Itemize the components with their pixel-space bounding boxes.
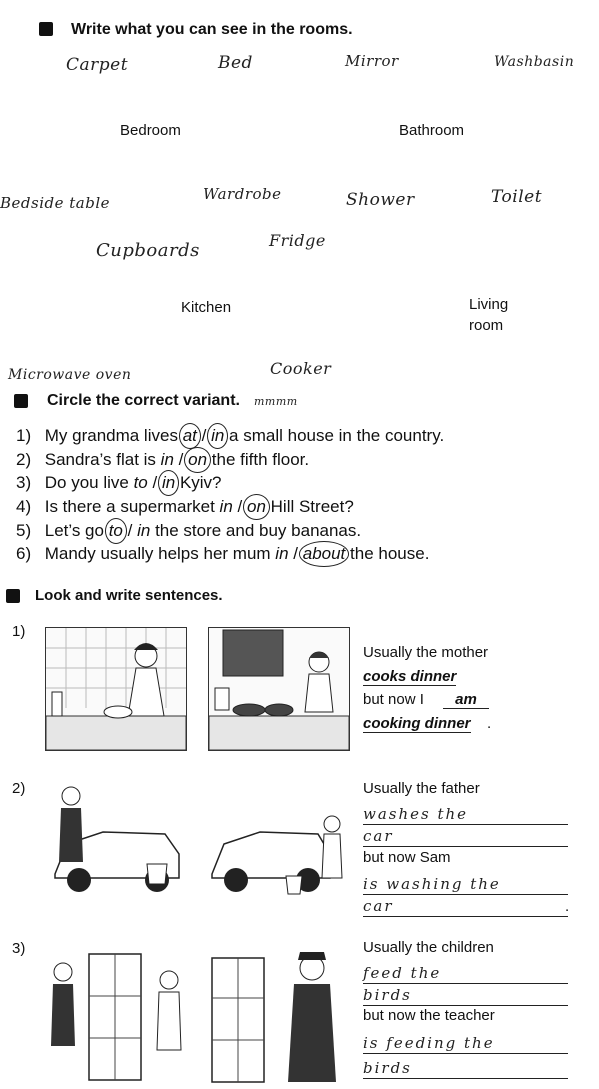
option[interactable]: in [137, 521, 151, 540]
option-separator: / [201, 426, 207, 445]
sentence-number: 3) [16, 473, 32, 492]
answer-text: am [443, 691, 489, 709]
prompt-line: Usually the children [363, 939, 494, 956]
sentence-text: the house. [350, 544, 430, 563]
sentence-text: a small house in the country. [229, 426, 445, 445]
sentence-number: 1) [16, 426, 32, 445]
option-circled[interactable]: on [246, 497, 266, 516]
father-washing-car-illustration [45, 782, 185, 902]
answer-cooker: Cooker [270, 359, 332, 378]
room-kitchen: Kitchen [181, 299, 232, 316]
option-separator: / [293, 544, 298, 563]
sentence-text: the store and buy bananas. [155, 521, 362, 540]
teacher-feeding-birds-illustration [208, 946, 356, 1086]
answer-text: cooks dinner [363, 668, 457, 685]
option[interactable]: to [133, 473, 148, 492]
section-bullet [39, 22, 53, 36]
room-bedroom: Bedroom [120, 122, 181, 139]
option[interactable]: in [160, 450, 174, 469]
girl-cooking-illustration [208, 627, 350, 751]
sentence-6 [16, 544, 429, 564]
prompt-line: Usually the father [363, 780, 480, 797]
option-circled[interactable]: on [188, 450, 208, 469]
answer-fridge: Fridge [269, 231, 326, 250]
section-bullet [14, 394, 28, 408]
children-feeding-birds-illustration [45, 946, 190, 1086]
answer-bed: Bed [218, 53, 253, 73]
sentence-text: the fifth floor. [211, 450, 310, 469]
section1-title: Write what you can see in the rooms. [71, 21, 353, 38]
sentence-text: Do you live [44, 473, 129, 492]
answer-text: cooking dinner [363, 715, 471, 732]
answer-microwave-oven: Microwave oven [8, 367, 132, 383]
option-circled[interactable]: in [161, 473, 176, 492]
prompt-line: but now the teacher [363, 1007, 495, 1024]
sam-washing-car-illustration [208, 782, 348, 902]
handwritten-answer: car [363, 896, 568, 917]
handwritten-answer: is washing the [363, 874, 568, 895]
sentence-number: 4) [16, 497, 32, 516]
option-separator: / [152, 473, 158, 492]
sentence-2 [16, 450, 309, 470]
handwritten-answer: birds [363, 1058, 568, 1079]
answer-toilet: Toilet [491, 187, 543, 207]
sentence-number: 6) [16, 544, 32, 563]
sentence-5 [16, 521, 361, 541]
prompt-line: Usually the mother [363, 644, 489, 661]
option[interactable]: in [275, 544, 289, 563]
full-stop: . [565, 898, 570, 915]
option-circled[interactable]: at [182, 426, 197, 445]
scribble: mmmm [254, 395, 298, 408]
sentence-text: Mandy usually helps her mum [44, 544, 271, 563]
sentence-text: Is there a supermarket [44, 497, 215, 516]
mother-cooking-illustration [45, 627, 187, 751]
option[interactable]: in [219, 497, 233, 516]
answer-washbasin: Washbasin [494, 54, 575, 70]
option-separator: / [178, 450, 184, 469]
item-number: 1) [12, 623, 26, 640]
prompt-line: but now I [363, 691, 424, 708]
sentence-text: Hill Street? [270, 497, 354, 516]
handwritten-answer: birds [363, 985, 568, 1006]
sentence-number: 5) [16, 521, 32, 540]
answer-carpet: Carpet [66, 55, 129, 75]
answer-shower: Shower [346, 190, 415, 210]
sentence-text: Sandra’s flat is [44, 450, 156, 469]
option-circled[interactable]: in [211, 426, 225, 445]
prompt-line: but now Sam [363, 849, 451, 866]
room-bathroom: Bathroom [399, 122, 465, 139]
sentence-4 [16, 497, 354, 517]
sentence-text: My grandma lives [44, 426, 178, 445]
handwritten-answer: car [363, 826, 568, 847]
answer-mirror: Mirror [345, 52, 399, 70]
option-circled[interactable]: to [108, 521, 123, 540]
handwritten-answer: feed the [363, 963, 568, 984]
section3-title: Look and write sentences. [35, 587, 223, 604]
full-stop: . [487, 715, 492, 732]
section2-title: Circle the correct variant. [47, 392, 240, 409]
answer-bedside-table: Bedside table [0, 194, 110, 212]
sentence-text: Kyiv? [179, 473, 222, 492]
option-separator: / [237, 497, 243, 516]
sentence-text: Let’s go [44, 521, 104, 540]
sentence-3 [16, 473, 222, 493]
handwritten-answer: is feeding the [363, 1033, 568, 1054]
option-separator: / [127, 521, 133, 540]
answer-wardrobe: Wardrobe [203, 185, 282, 203]
section-bullet [6, 589, 20, 603]
item-number: 3) [12, 940, 26, 957]
answer-cupboards: Cupboards [96, 240, 200, 261]
option-circled[interactable]: about [302, 544, 346, 563]
sentence-1 [16, 426, 444, 446]
sentence-number: 2) [16, 450, 32, 469]
room-living-room: Living room [469, 296, 509, 334]
handwritten-answer: washes the [363, 804, 568, 825]
item-number: 2) [12, 780, 26, 797]
